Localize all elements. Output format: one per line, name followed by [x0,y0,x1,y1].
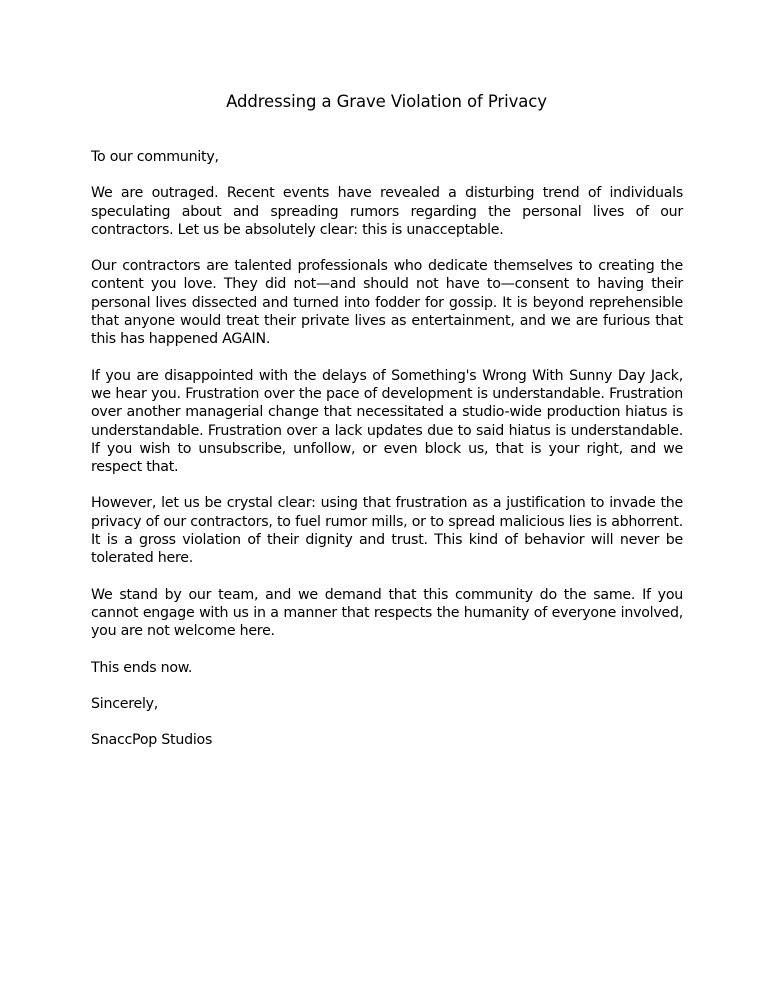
letter-body [91,148,683,767]
paragraph-frustration: If you are disappointed with the delays of Something's Wrong With Sunny Day Jack, we hear you. Frustration over the pace of development is understandable. Frustration over another managerial change that necessitated a studio-wide production hiatus is understandable. Frustration over a lack updates due to said hiatus is understandable. If you wish to unsubscribe, unfollow, or even block us, that is your right, and we respect that. [91,367,683,476]
signature: SnaccPop Studios [91,732,213,749]
paragraph-contractors: Our contractors are talented professionals who dedicate themselves to creating the content you love. They did not—and should not have to—consent to having their personal lives dissected and turned into fodder for gossip. It is beyond reprehensible that anyone would treat their private lives as entertainment, and we are furious that this has happened AGAIN. [91,258,683,348]
paragraph-privacy-violation: However, let us be crystal clear: using that frustration as a justification to invade the privacy of our contractors, to fuel rumor mills, or to spread malicious lies is abhorrent. It is a gross violation of their dignity and trust. This kind of behavior will never be tolerated here. [91,495,683,567]
paragraph-outrage: We are outraged. Recent events have revealed a disturbing trend of individuals speculating about and spreading rumors regarding the personal lives of our contractors. Let us be absolutely clear: this is unacceptable. [91,185,683,238]
sign-off: Sincerely, [91,695,159,712]
salutation: To our community, [91,149,219,165]
paragraph-stand-by-team: We stand by our team, and we demand that this community do the same. If you cannot engage with us in a manner that respects the humanity of everyone involved, you are not welcome here. [91,586,683,640]
document-title: Addressing a Grave Violation of Privacy [226,92,547,111]
closing-statement: This ends now. [91,659,193,676]
